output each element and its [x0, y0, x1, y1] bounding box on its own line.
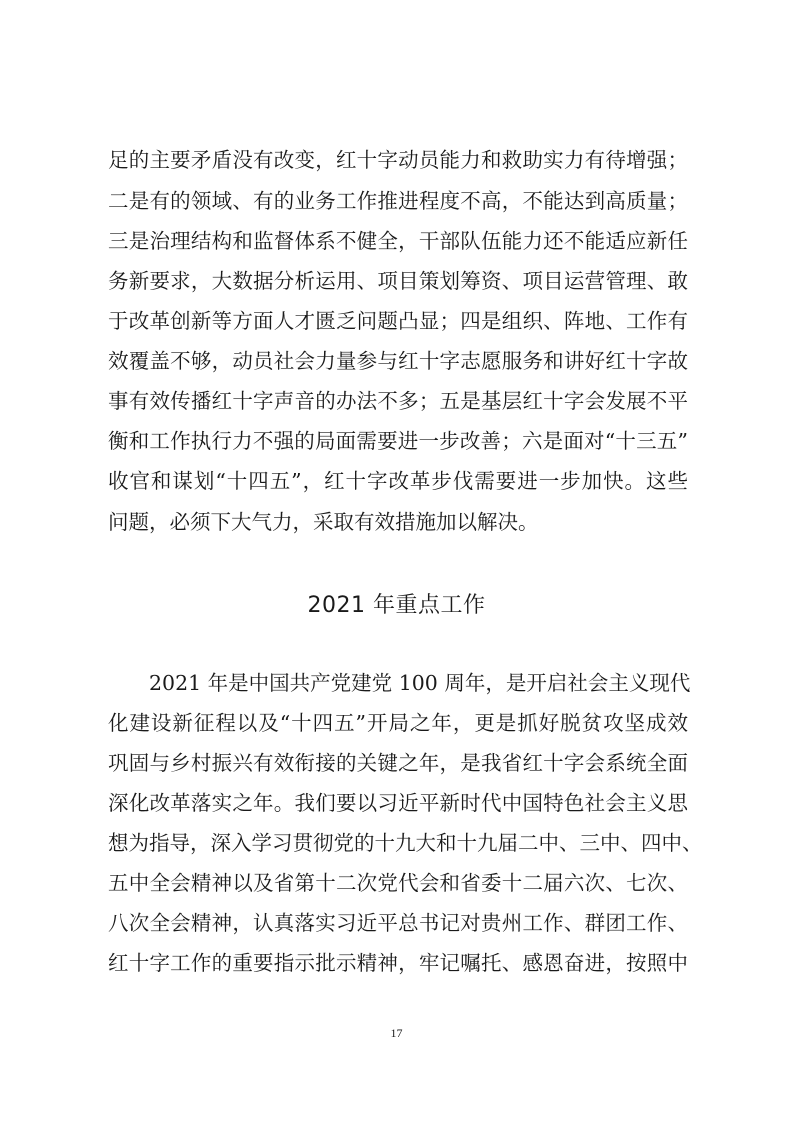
paragraph-line: 衡和工作执行力不强的局面需要进一步改善；六是面对“十三五” — [108, 429, 688, 453]
paragraph-line: 巩固与乡村振兴有效衔接的关键之年，是我省红十字会系统全面 — [108, 751, 688, 775]
paragraph-line: 想为指导，深入学习贯彻党的十九大和十九届二中、三中、四中、 — [108, 831, 703, 855]
paragraph-line: 深化改革落实之年。我们要以习近平新时代中国特色社会主义思 — [108, 791, 688, 815]
paragraph-line: 五中全会精神以及省第十二次党代会和省委十二届六次、七次、 — [108, 871, 688, 895]
paragraph-line: 问题，必须下大气力，采取有效措施加以解决。 — [108, 510, 539, 534]
page-number: 17 — [390, 1026, 403, 1040]
paragraph-line: 足的主要矛盾没有改变，红十字动员能力和救助实力有待增强； — [108, 148, 688, 172]
paragraph-line: 八次全会精神，认真落实习近平总书记对贵州工作、群团工作、 — [108, 911, 688, 935]
paragraph-line: 效覆盖不够，动员社会力量参与红十字志愿服务和讲好红十字故 — [108, 349, 688, 373]
section-heading: 2021 年重点工作 — [307, 593, 486, 618]
paragraph-line: 务新要求，大数据分析运用、项目策划筹资、项目运营管理、敢 — [108, 269, 688, 293]
paragraph-line: 事有效传播红十字声音的办法不多；五是基层红十字会发展不平 — [108, 389, 688, 413]
paragraph-line: 二是有的领域、有的业务工作推进程度不高，不能达到高质量； — [108, 189, 688, 213]
paragraph-line: 化建设新征程以及“十四五”开局之年，更是抓好脱贫攻坚成效 — [108, 711, 688, 735]
paragraph-line: 于改革创新等方面人才匮乏问题凸显；四是组织、阵地、工作有 — [108, 309, 688, 333]
paragraph-line: 2021 年是中国共产党建党 100 周年，是开启社会主义现代 — [149, 671, 691, 695]
paragraph-line: 三是治理结构和监督体系不健全，干部队伍能力还不能适应新任 — [108, 229, 688, 253]
paragraph-line: 红十字工作的重要指示批示精神，牢记嘱托、感恩奋进，按照中 — [108, 951, 688, 975]
paragraph-line: 收官和谋划“十四五”，红十字改革步伐需要进一步加快。这些 — [108, 469, 688, 493]
